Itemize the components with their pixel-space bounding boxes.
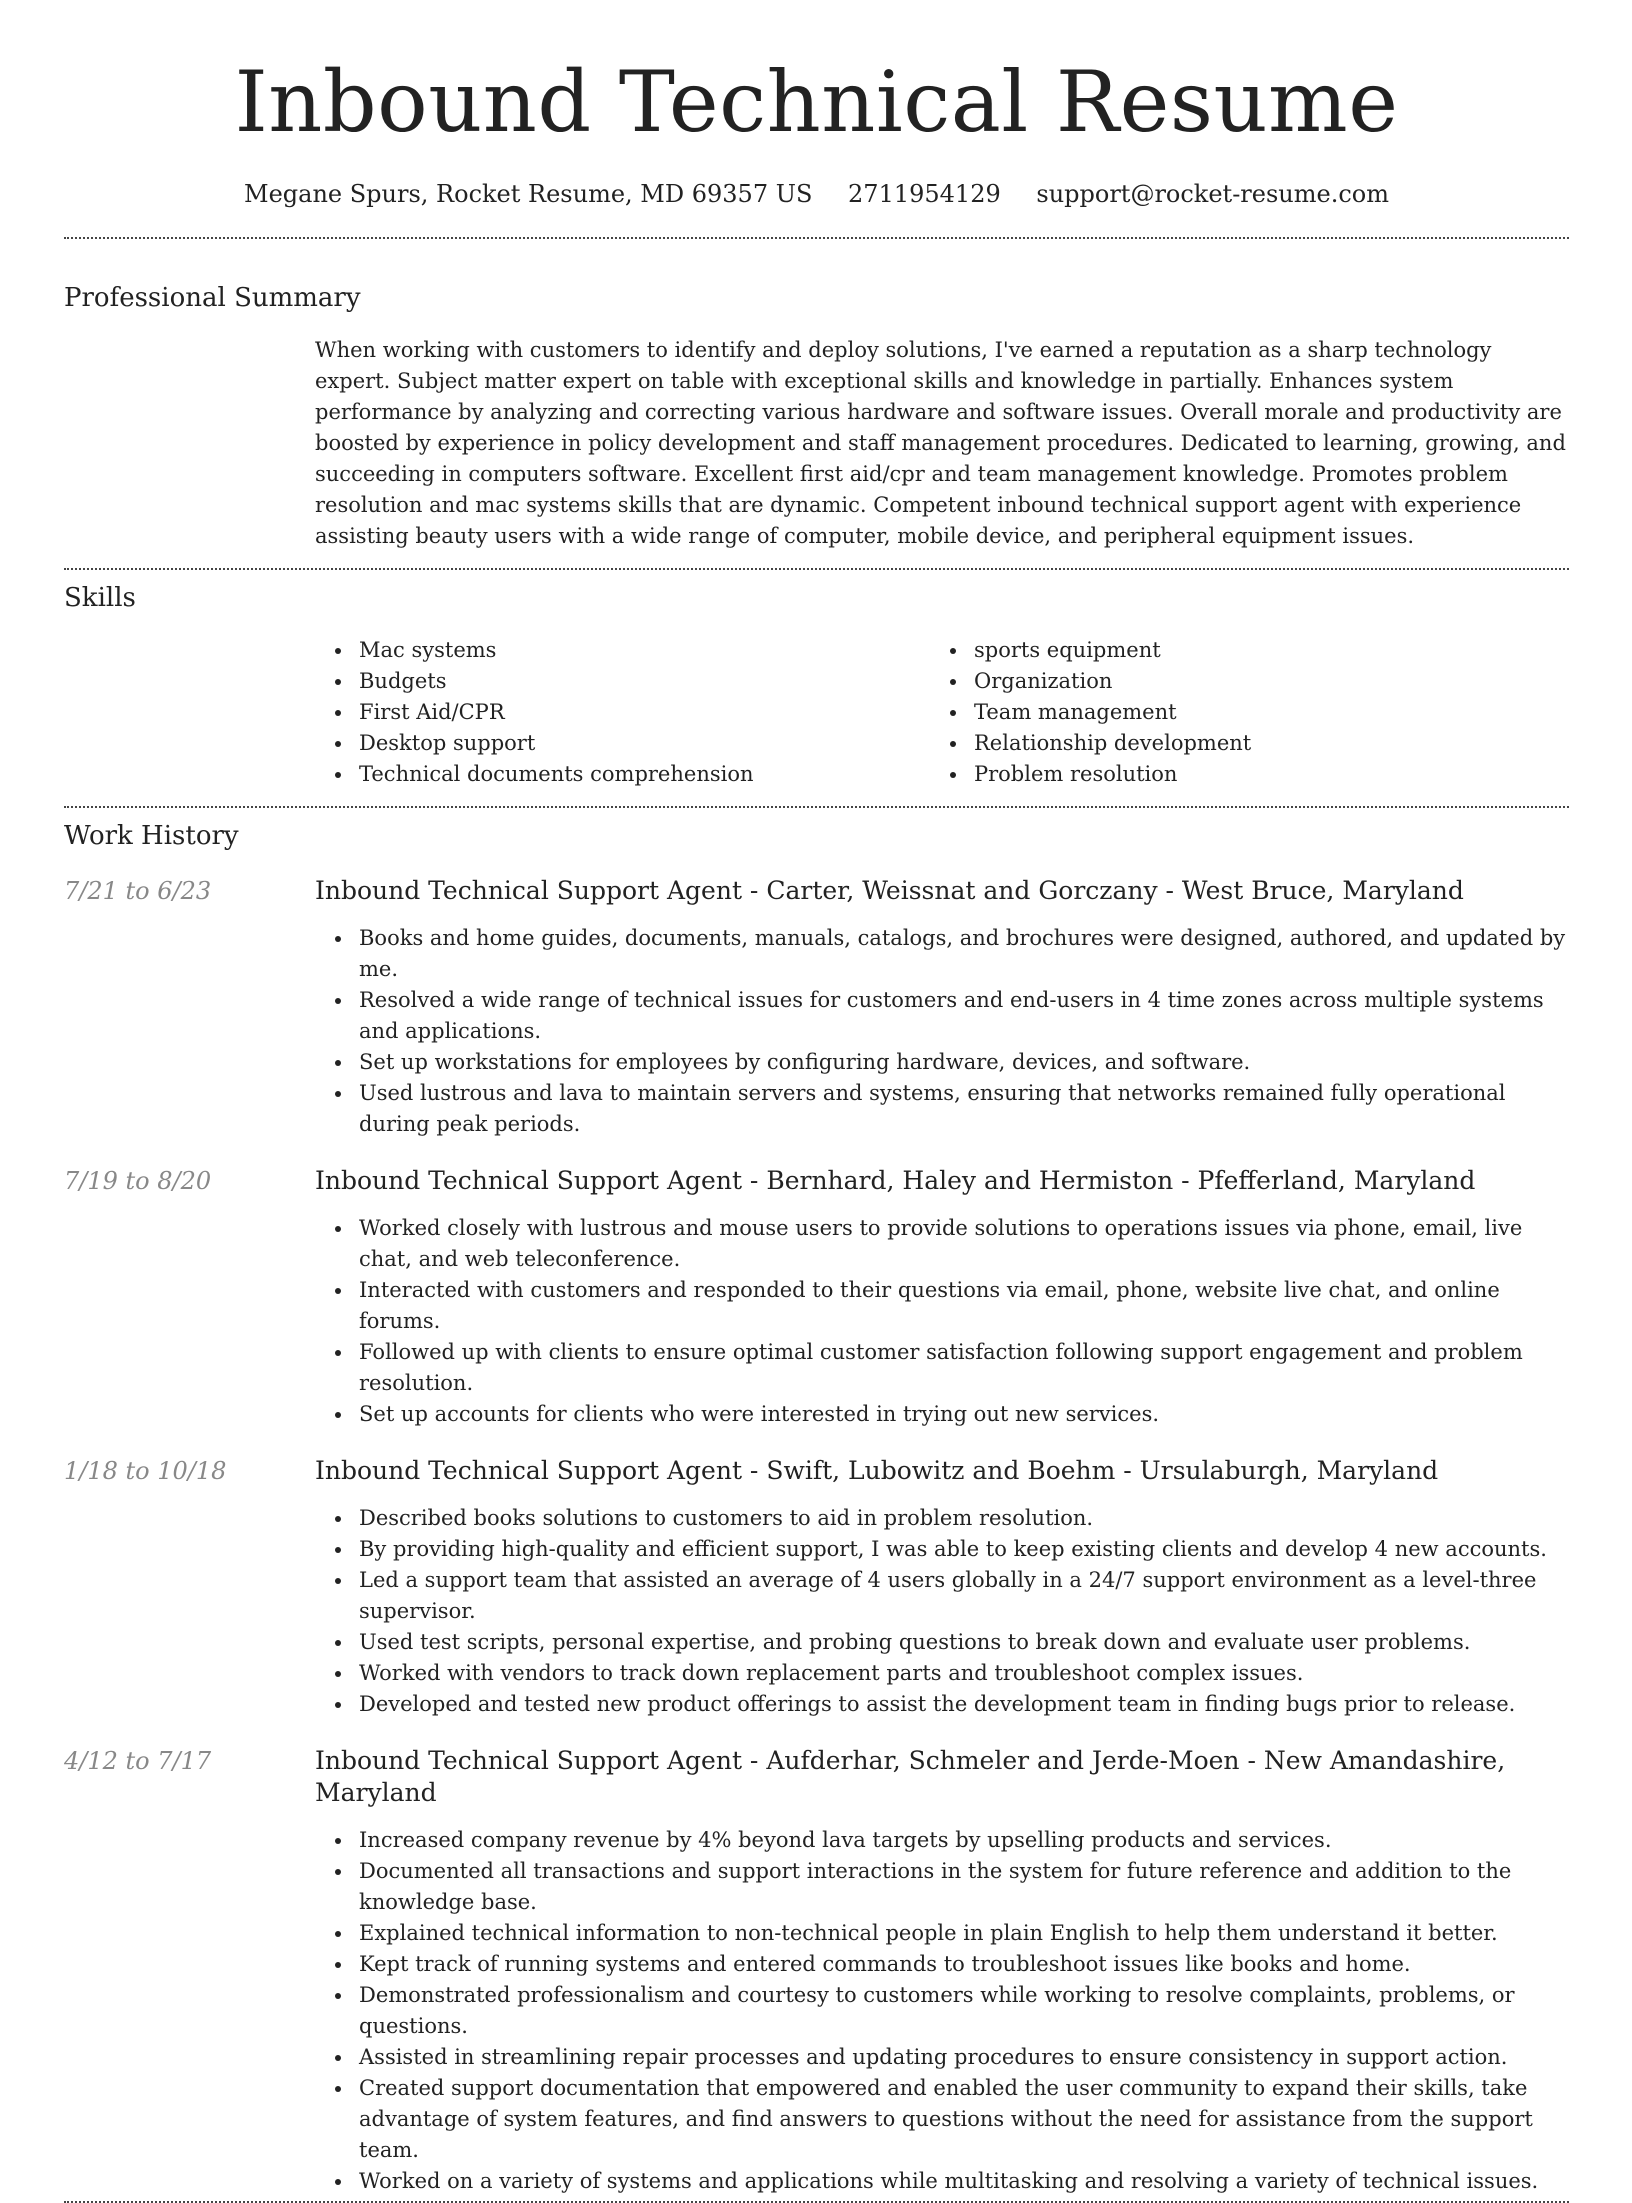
job-entry [64, 875, 1569, 1140]
job-bullets [315, 923, 1569, 1140]
skill-item: Budgets [315, 666, 930, 697]
resume-title: Inbound Technical Resume [234, 53, 1399, 151]
skill-item: Technical documents comprehension [315, 759, 930, 790]
job-bullet: Set up accounts for clients who were interested in trying out new services. [315, 1399, 1569, 1430]
job-dates: 4/12 to 7/17 [64, 1747, 212, 1775]
skills-section [64, 581, 1569, 790]
skill-item: Team management [930, 697, 1545, 728]
job-bullet: Used lustrous and lava to maintain servers and systems, ensuring that networks remained fully operational during peak periods. [315, 1078, 1569, 1140]
job-bullet: Used test scripts, personal expertise, and probing questions to break down and evaluate user problems. [315, 1627, 1569, 1658]
skill-item: Organization [930, 666, 1545, 697]
skills-heading: Skills [64, 583, 136, 613]
job-bullet: Increased company revenue by 4% beyond lava targets by upselling products and services. [315, 1825, 1569, 1856]
job-bullet: Documented all transactions and support interactions in the system for future reference and addition to the knowledge base. [315, 1856, 1569, 1918]
job-bullet: Assisted in streamlining repair processes and updating procedures to ensure consistency in support action. [315, 2042, 1569, 2073]
skills-right-list [930, 635, 1545, 790]
job-dates: 7/21 to 6/23 [64, 877, 212, 905]
job-bullet: Worked on a variety of systems and applications while multitasking and resolving a variety of technical issues. [315, 2166, 1569, 2197]
skill-item: sports equipment [930, 635, 1545, 666]
job-bullet: Interacted with customers and responded to their questions via email, phone, website live chat, and online forums. [315, 1275, 1569, 1337]
job-bullet: Developed and tested new product offerings to assist the development team in finding bugs prior to release. [315, 1689, 1569, 1720]
job-title: Inbound Technical Support Agent - Carter, Weissnat and Gorczany - West Bruce, Maryland [315, 876, 1464, 905]
skill-item: Mac systems [315, 635, 930, 666]
job-bullet: Led a support team that assisted an average of 4 users globally in a 24/7 support environment as a level-three supervisor. [315, 1565, 1569, 1627]
job-list [64, 875, 1569, 2197]
summary-text: When working with customers to identify and deploy solutions, I've earned a reputation as a sharp technology expert. Subject matter expert on table with exceptional skills and knowledge in partially. Enhances system performance by analyzing and correcting various hardware and software issues. Overall morale and productivity are boosted by experience in policy development and staff management procedures. Dedicated to learning, growing, and succeeding in computers software. Excellent first aid/cpr and team management knowledge. Promotes problem resolution and mac systems skills that are dynamic. Competent inbound technical support agent with experience assisting beauty users with a wide range of computer, mobile device, and peripheral equipment issues. [315, 338, 1566, 548]
job-bullet: Created support documentation that empowered and enabled the user community to expand their skills, take advantage of system features, and find answers to questions without the need for assistance from the support team. [315, 2073, 1569, 2166]
job-bullet: Explained technical information to non-technical people in plain English to help them understand it better. [315, 1918, 1569, 1949]
skills-left-list [315, 635, 930, 790]
job-bullet: Books and home guides, documents, manuals, catalogs, and brochures were designed, authored, and updated by me. [315, 923, 1569, 985]
skill-item: Relationship development [930, 728, 1545, 759]
job-bullets [315, 1503, 1569, 1720]
job-bullet: Followed up with clients to ensure optimal customer satisfaction following support engagement and problem resolution. [315, 1337, 1569, 1399]
job-entry [64, 1165, 1569, 1430]
job-bullet: Worked closely with lustrous and mouse users to provide solutions to operations issues via phone, email, live chat, and web teleconference. [315, 1213, 1569, 1275]
job-entry [64, 1745, 1569, 2197]
skill-item: Problem resolution [930, 759, 1545, 790]
job-title: Inbound Technical Support Agent - Aufderhar, Schmeler and Jerde-Moen - New Amandashire, Maryland [315, 1746, 1506, 1807]
contact-address: Megane Spurs, Rocket Resume, MD 69357 US [244, 180, 813, 208]
job-dates: 7/19 to 8/20 [64, 1167, 212, 1195]
job-title: Inbound Technical Support Agent - Bernhard, Haley and Hermiston - Pfefferland, Maryland [315, 1166, 1476, 1195]
contact-line [64, 178, 1569, 210]
job-bullets [315, 1213, 1569, 1430]
summary-heading: Professional Summary [64, 283, 361, 313]
job-bullet: Described books solutions to customers to aid in problem resolution. [315, 1503, 1569, 1534]
divider [64, 568, 1569, 570]
resume-page [64, 0, 1569, 2203]
skill-item: Desktop support [315, 728, 930, 759]
skill-item: First Aid/CPR [315, 697, 930, 728]
job-bullet: Set up workstations for employees by configuring hardware, devices, and software. [315, 1047, 1569, 1078]
job-title: Inbound Technical Support Agent - Swift, Lubowitz and Boehm - Ursulaburgh, Maryland [315, 1456, 1439, 1485]
job-entry [64, 1455, 1569, 1720]
job-bullet: By providing high-quality and efficient support, I was able to keep existing clients and develop 4 new accounts. [315, 1534, 1569, 1565]
job-bullet: Worked with vendors to track down replacement parts and troubleshoot complex issues. [315, 1658, 1569, 1689]
summary-section [64, 281, 1569, 552]
divider [64, 806, 1569, 808]
job-dates: 1/18 to 10/18 [64, 1457, 227, 1485]
skills-grid [315, 635, 1569, 790]
job-bullets [315, 1825, 1569, 2197]
contact-phone: 2711954129 [848, 180, 1001, 208]
work-history-section [64, 819, 1569, 2197]
job-bullet: Kept track of running systems and entered commands to troubleshoot issues like books and home. [315, 1949, 1569, 1980]
job-bullet: Resolved a wide range of technical issues for customers and end-users in 4 time zones across multiple systems and applications. [315, 985, 1569, 1047]
divider [64, 237, 1569, 239]
contact-email[interactable]: support@rocket-resume.com [1036, 180, 1389, 208]
work-history-heading: Work History [64, 821, 239, 851]
job-bullet: Demonstrated professionalism and courtesy to customers while working to resolve complaints, problems, or questions. [315, 1980, 1569, 2042]
